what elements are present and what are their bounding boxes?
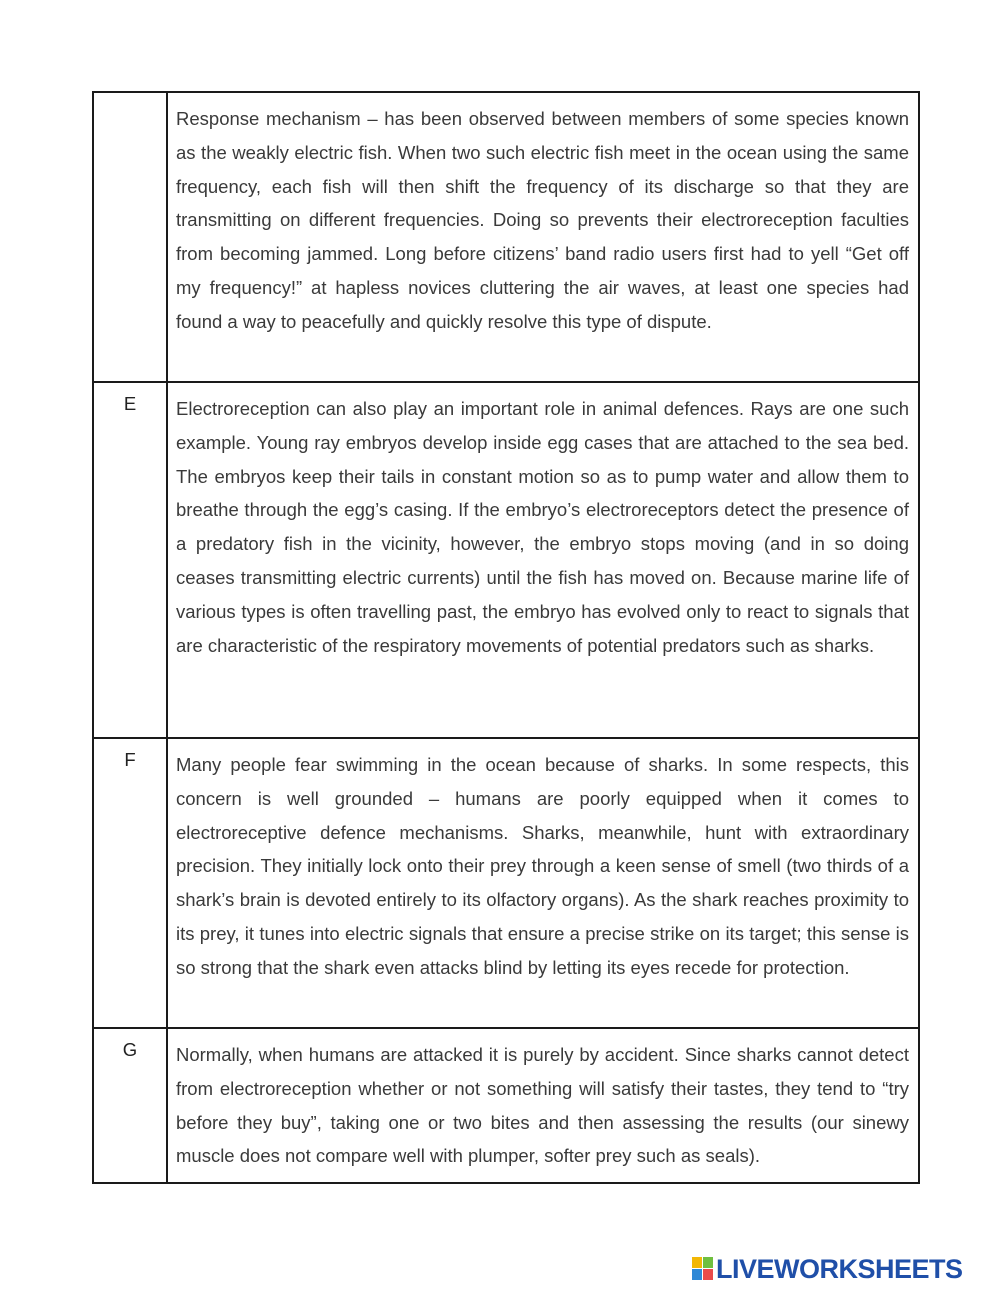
paragraph-text: Many people fear swimming in the ocean because of sharks. In some respects, this concern is well grounded – humans are poorly equipped when it comes to electroreceptive defence mechanisms. Sharks, meanwhile, hunt with extraordinary precision. They initially lock onto their prey through a keen sense of smell (two thirds of a shark’s brain is devoted entirely to its olfactory organs). As the shark reaches proximity to its prey, it tunes into electric signals that ensure a precise strike on its target; this sense is so strong that the shark even attacks blind by letting its eyes recede for protection. [176,754,909,978]
passage-row [93,1028,919,1183]
liveworksheets-logo-icon [692,1257,714,1281]
brand-wordmark: LIVEWORKSHEETS [716,1253,963,1284]
paragraph-cell [167,1028,919,1183]
passage-row [93,738,919,1028]
paragraph-letter [93,92,167,382]
paragraph-cell [167,382,919,738]
paragraph-cell [167,738,919,1028]
paragraph-cell [167,92,919,382]
paragraph-text: Electroreception can also play an important role in animal defences. Rays are one such example. Young ray embryos develop inside egg cases that are attached to the sea bed. The embryos keep their tails in constant motion so as to pump water and allow them to breathe through the egg’s casing. If the embryo’s electroreceptors detect the presence of a predatory fish in the vicinity, however, the embryo stops moving (and in so doing ceases transmitting electric currents) until the fish has moved on. Because marine life of various types is often travelling past, the embryo has evolved only to react to signals that are characteristic of the respiratory movements of potential predators such as sharks. [176,398,909,656]
paragraph-text: Response mechanism – has been observed between members of some species known as the weakly electric fish. When two such electric fish meet in the ocean using the same frequency, each fish will then shift the frequency of its discharge so that they are transmitting on different frequencies. Doing so prevents their electroreception faculties from becoming jammed. Long before citizens’ band radio users first had to yell “Get off my frequency!” at hapless novices cluttering the air waves, at least one species had found a way to peacefully and quickly resolve this type of dispute. [176,108,909,332]
passage-row [93,92,919,382]
paragraph-letter: G [93,1028,167,1183]
paragraph-letter: F [93,738,167,1028]
liveworksheets-brand [692,1254,963,1284]
passage-table [92,91,920,1184]
paragraph-letter: E [93,382,167,738]
passage-row [93,382,919,738]
paragraph-text: Normally, when humans are attacked it is purely by accident. Since sharks cannot detect from electroreception whether or not something will satisfy their tastes, they tend to “try before they buy”, taking one or two bites and then assessing the results (our sinewy muscle does not compare well with plumper, softer prey such as seals). [176,1044,909,1167]
